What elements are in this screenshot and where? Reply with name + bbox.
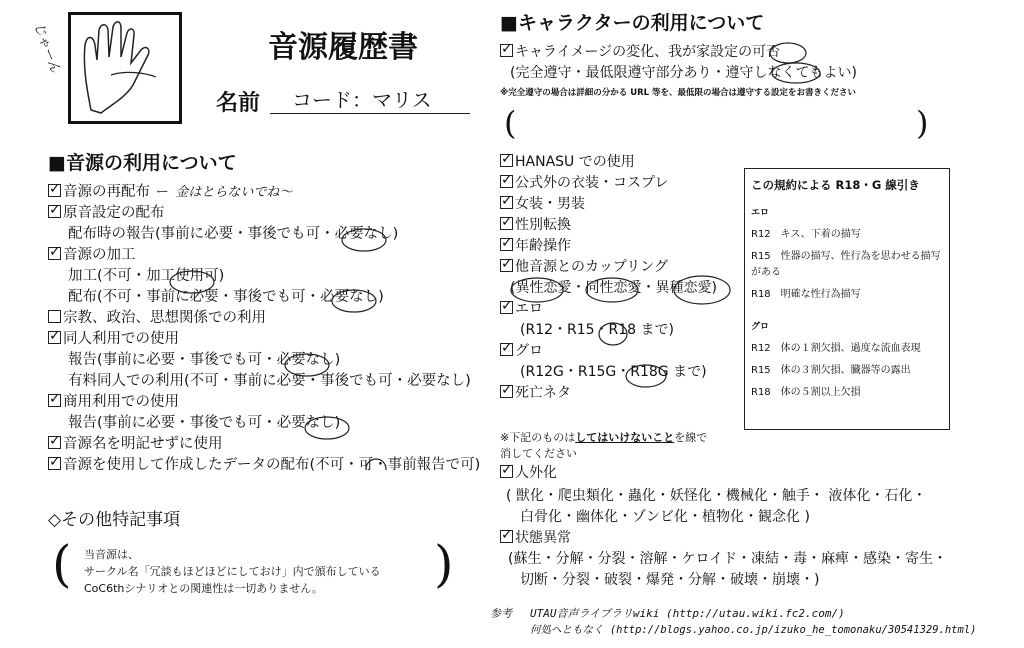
ero-list xyxy=(751,227,941,303)
item-guro-level: (R12G・R15G・R18G まで) xyxy=(520,364,707,380)
item-ero: ✓エロ xyxy=(500,299,717,320)
guro-r12: R12 体の１割欠損、過度な流血表現 xyxy=(751,343,921,354)
item-oto-report: 配布時の報告(事前に必要・事後でも可・必要なし) xyxy=(68,226,399,242)
url-field-right-paren: ) xyxy=(916,104,929,142)
name-label: 名前 xyxy=(216,91,261,116)
guro-r18: R18 体の５割以上欠損 xyxy=(751,387,861,398)
nonhuman-detail-1: ( 獣化・爬虫類化・蟲化・妖怪化・機械化・触手・ 液体化・石化・ xyxy=(506,488,927,504)
right-paren: ) xyxy=(434,535,454,593)
section-other-notes-title: ◇その他特記事項 xyxy=(48,510,181,530)
item-doujin: ✓同人利用での使用 xyxy=(48,329,480,350)
item-coupling-types: (異性恋愛・同性恋愛・異種恋愛) xyxy=(510,280,717,296)
item-gender-swap: ✓性別転換 xyxy=(500,215,717,236)
item-redistribution: ✓音源の再配布 ー 金はとらないでね〜 xyxy=(48,182,480,203)
item-coupling: ✓他音源とのカップリング xyxy=(500,257,717,278)
item-ero-level: (R12・R15・R18 まで) xyxy=(520,322,674,338)
ratings-box-title: この規約による R18・G 線引き xyxy=(751,178,920,192)
item-age-change: ✓年齢操作 xyxy=(500,236,717,257)
name-value: コード：マリス xyxy=(270,84,470,114)
item-modification-use: 加工(不可・加工使用可) xyxy=(68,268,225,284)
reference-2: 何処へともなく (http://blogs.yahoo.co.jp/izuko_he_tomonaku/30541329.html) xyxy=(530,624,977,636)
item-guro: ✓グロ xyxy=(500,341,717,362)
logo-note: じゃーん xyxy=(30,20,63,75)
url-field-left-paren: ( xyxy=(504,104,517,142)
item-no-credit: ✓音源名を明記せずに使用 xyxy=(48,434,480,455)
section-audio-usage-title: ■音源の利用について xyxy=(48,152,237,174)
item-religion-politics: 宗教、政治、思想関係での利用 xyxy=(48,308,480,329)
page-title: 音源履歴書 xyxy=(268,30,418,65)
guro-list xyxy=(751,341,941,401)
item-death: ✓死亡ネタ xyxy=(500,383,717,404)
character-image-note: ※完全遵守の場合は詳細の分かる URL 等を、最低限の場合は遵守する設定をお書きください xyxy=(500,88,857,98)
character-image-options: (完全遵守・最低限遵守部分あり・遵守しなくてもよい) xyxy=(510,65,857,81)
note-line: サークル名「冗談もほどほどにしておけ」内で頒布している xyxy=(84,565,381,578)
ero-r18: R18 明確な性行為描写 xyxy=(751,289,861,300)
item-commercial-report: 報告(事前に必要・事後でも可・必要なし) xyxy=(68,415,341,431)
section-character-usage-title: ■キャラクターの利用について xyxy=(500,12,765,34)
checkbox[interactable] xyxy=(500,530,513,543)
item-paid-doujin: 有料同人での利用(不可・事前に必要・事後でも可・必要なし) xyxy=(68,373,471,389)
guro-heading: グロ xyxy=(751,322,770,332)
item-hanasu: ✓HANASU での使用 xyxy=(500,152,717,173)
item-modification-distribution: 配布(不可・事前に必要・事後でも可・必要なし) xyxy=(68,289,384,305)
note-line: 当音源は、 xyxy=(84,548,139,561)
ratings-box xyxy=(744,168,950,430)
item-derivative-data: ✓音源を使用して作成したデータの配布(不可・可・事前報告で可) xyxy=(48,455,480,476)
reference-1: UTAU音声ライブラリwiki (http://utau.wiki.fc2.com/) xyxy=(530,607,845,620)
item-commercial: ✓商用利用での使用 xyxy=(48,392,480,413)
guro-r15: R15 体の３割欠損、臓器等の露出 xyxy=(751,365,911,376)
item-doujin-report: 報告(事前に必要・事後でも可・必要なし) xyxy=(68,352,341,368)
status-detail-2: 切断・分裂・破裂・爆発・分解・破壊・崩壊・) xyxy=(520,572,820,588)
nonhuman-detail-2: 白骨化・幽体化・ゾンビ化・植物化・観念化 ) xyxy=(520,509,810,525)
status-detail-1: (蘇生・分解・分裂・溶解・ケロイド・凍結・毒・麻痺・感染・寄生・ xyxy=(508,551,948,567)
handwritten-note: ー 金はとらないでね〜 xyxy=(154,185,293,200)
ero-heading: エロ xyxy=(751,208,770,218)
left-paren: ( xyxy=(52,535,72,593)
item-status-abnormal: ✓状態異常 xyxy=(500,528,571,549)
other-notes xyxy=(84,546,381,597)
item-modification: ✓音源の加工 xyxy=(48,245,480,266)
reference-label: 参考 xyxy=(490,607,512,620)
ero-r15: R15 性器の描写、性行為を思わせる描写がある xyxy=(751,251,941,278)
item-costume: ✓公式外の衣装・コスプレ xyxy=(500,173,717,194)
strike-through-note: ※下記のものはしてはいけないことを線で 消してください xyxy=(500,431,708,460)
item-nonhuman: ✓人外化 xyxy=(500,463,557,484)
item-character-image: ✓キャライメージの変化、我が家設定の可否 xyxy=(500,42,780,63)
item-crossdress: ✓女装・男装 xyxy=(500,194,717,215)
checkbox[interactable] xyxy=(500,465,513,478)
note-line: CoC6thシナリオとの関連性は一切ありません。 xyxy=(84,582,323,595)
item-oto-distribution: ✓原音設定の配布 xyxy=(48,203,480,224)
ero-r12: R12 キス、下着の描写 xyxy=(751,229,861,240)
